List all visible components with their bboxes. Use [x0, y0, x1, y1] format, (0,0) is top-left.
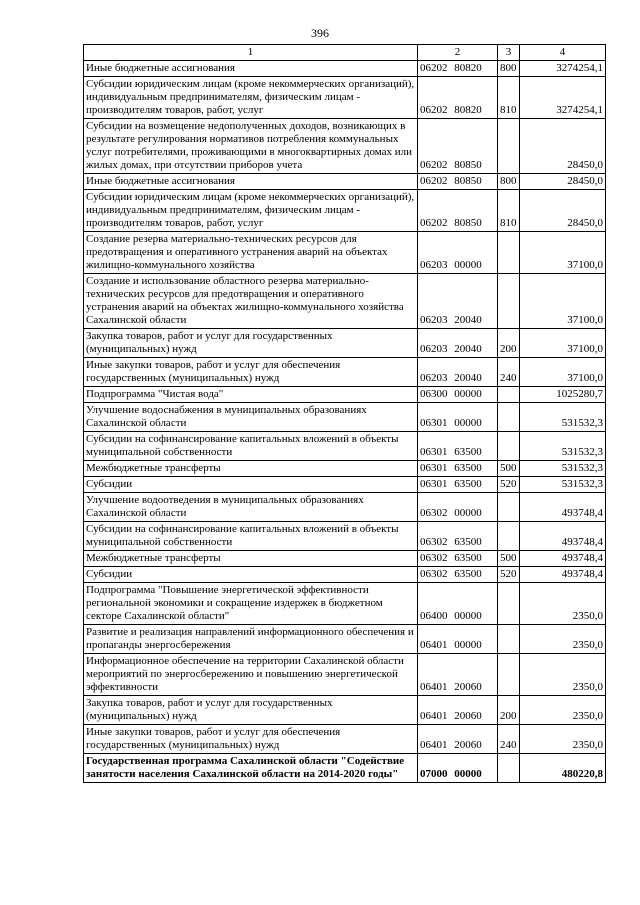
row-expense-type-cell: 240: [498, 358, 520, 387]
row-name-cell: Закупка товаров, работ и услуг для государственных (муниципальных) нужд: [84, 329, 418, 358]
row-name-cell: Информационное обеспечение на территории Сахалинской области мероприятий по энергосбережению и повышению энергетической эффективности: [84, 654, 418, 696]
row-expense-type-cell: 200: [498, 329, 520, 358]
table-row: [84, 583, 606, 625]
row-expense-type-cell: 800: [498, 61, 520, 77]
row-expense-type-cell: 810: [498, 77, 520, 119]
row-code-cell: 06301 00000: [418, 403, 498, 432]
row-name-cell: Закупка товаров, работ и услуг для государственных (муниципальных) нужд: [84, 696, 418, 725]
row-sum-cell: 2350,0: [520, 654, 606, 696]
row-code-cell: 06202 80820: [418, 61, 498, 77]
row-expense-type-cell: [498, 625, 520, 654]
row-expense-type-cell: [498, 583, 520, 625]
table-row: [84, 61, 606, 77]
row-code-cell: 06203 20040: [418, 329, 498, 358]
row-sum-cell: 2350,0: [520, 583, 606, 625]
row-expense-type-cell: [498, 403, 520, 432]
table-row: [84, 403, 606, 432]
row-code-cell: 06300 00000: [418, 387, 498, 403]
row-code-cell: 06203 20040: [418, 358, 498, 387]
row-code-cell: 06302 00000: [418, 493, 498, 522]
table-row: [84, 567, 606, 583]
table-header-row: [84, 45, 606, 61]
column-header: 3: [498, 45, 520, 61]
row-name-cell: Создание и использование областного резерва материально-технических ресурсов для предотвращения и оперативного устранения аварий на объектах жилищно-коммунального хозяйства Сахалинской области: [84, 274, 418, 329]
row-name-cell: Иные бюджетные ассигнования: [84, 61, 418, 77]
table-row: [84, 432, 606, 461]
row-sum-cell: 2350,0: [520, 725, 606, 754]
row-sum-cell: 37100,0: [520, 329, 606, 358]
row-code-cell: 06401 20060: [418, 725, 498, 754]
row-expense-type-cell: [498, 119, 520, 174]
row-sum-cell: 1025280,7: [520, 387, 606, 403]
row-sum-cell: 531532,3: [520, 477, 606, 493]
column-header: 4: [520, 45, 606, 61]
row-code-cell: 06301 63500: [418, 432, 498, 461]
row-code-cell: 06301 63500: [418, 477, 498, 493]
row-code-cell: 06400 00000: [418, 583, 498, 625]
table-row: [84, 77, 606, 119]
table-row: [84, 174, 606, 190]
row-expense-type-cell: [498, 387, 520, 403]
row-sum-cell: 493748,4: [520, 522, 606, 551]
row-expense-type-cell: 810: [498, 190, 520, 232]
row-expense-type-cell: 800: [498, 174, 520, 190]
row-expense-type-cell: [498, 232, 520, 274]
row-expense-type-cell: 520: [498, 567, 520, 583]
row-name-cell: Иные закупки товаров, работ и услуг для обеспечения государственных (муниципальных) нужд: [84, 725, 418, 754]
row-code-cell: 06202 80850: [418, 190, 498, 232]
row-name-cell: Подпрограмма "Повышение энергетической эффективности региональной экономики и сокращение издержек в бюджетном секторе Сахалинской области": [84, 583, 418, 625]
row-name-cell: Субсидии юридическим лицам (кроме некоммерческих организаций), индивидуальным предпринимателям, физическим лицам - производителям товаров, работ, услуг: [84, 190, 418, 232]
row-sum-cell: 531532,3: [520, 403, 606, 432]
row-sum-cell: 37100,0: [520, 274, 606, 329]
row-name-cell: Субсидии юридическим лицам (кроме некоммерческих организаций), индивидуальным предпринимателям, физическим лицам - производителям товаров, работ, услуг: [84, 77, 418, 119]
row-name-cell: Межбюджетные трансферты: [84, 551, 418, 567]
row-name-cell: Субсидии на софинансирование капитальных вложений в объекты муниципальной собственности: [84, 522, 418, 551]
row-name-cell: Улучшение водоснабжения в муниципальных образованиях Сахалинской области: [84, 403, 418, 432]
row-expense-type-cell: [498, 754, 520, 783]
row-expense-type-cell: 500: [498, 551, 520, 567]
row-name-cell: Межбюджетные трансферты: [84, 461, 418, 477]
row-code-cell: 06202 80850: [418, 174, 498, 190]
row-name-cell: Субсидии на софинансирование капитальных вложений в объекты муниципальной собственности: [84, 432, 418, 461]
row-name-cell: Развитие и реализация направлений информационного обеспечения и пропаганды энергосбережения: [84, 625, 418, 654]
row-expense-type-cell: 240: [498, 725, 520, 754]
row-sum-cell: 493748,4: [520, 493, 606, 522]
table-row: [84, 274, 606, 329]
row-code-cell: 06302 63500: [418, 551, 498, 567]
row-sum-cell: 3274254,1: [520, 61, 606, 77]
row-expense-type-cell: 520: [498, 477, 520, 493]
column-header: 2: [418, 45, 498, 61]
row-code-cell: 07000 00000: [418, 754, 498, 783]
row-sum-cell: 493748,4: [520, 567, 606, 583]
table-row: [84, 329, 606, 358]
row-sum-cell: 37100,0: [520, 232, 606, 274]
row-expense-type-cell: [498, 432, 520, 461]
row-code-cell: 06401 20060: [418, 696, 498, 725]
column-header: 1: [84, 45, 418, 61]
row-code-cell: 06203 00000: [418, 232, 498, 274]
row-name-cell: Подпрограмма "Чистая вода": [84, 387, 418, 403]
row-sum-cell: 28450,0: [520, 190, 606, 232]
row-expense-type-cell: [498, 654, 520, 696]
row-code-cell: 06302 63500: [418, 522, 498, 551]
budget-table: [83, 44, 606, 783]
row-sum-cell: 28450,0: [520, 174, 606, 190]
row-name-cell: Создание резерва материально-технических ресурсов для предотвращения и оперативного устранения аварий на объектах жилищно-коммунального хозяйства: [84, 232, 418, 274]
row-name-cell: Иные закупки товаров, работ и услуг для обеспечения государственных (муниципальных) нужд: [84, 358, 418, 387]
table-row: [84, 551, 606, 567]
row-sum-cell: 2350,0: [520, 625, 606, 654]
table-row: [84, 190, 606, 232]
row-sum-cell: 28450,0: [520, 119, 606, 174]
row-name-cell: Иные бюджетные ассигнования: [84, 174, 418, 190]
row-name-cell: Улучшение водоотведения в муниципальных образованиях Сахалинской области: [84, 493, 418, 522]
row-sum-cell: 480220,8: [520, 754, 606, 783]
table-row: [84, 522, 606, 551]
row-expense-type-cell: [498, 493, 520, 522]
row-code-cell: 06203 20040: [418, 274, 498, 329]
row-name-cell: Субсидии: [84, 477, 418, 493]
row-code-cell: 06302 63500: [418, 567, 498, 583]
row-sum-cell: 3274254,1: [520, 77, 606, 119]
page-number: 396: [311, 26, 329, 40]
table-row: [84, 232, 606, 274]
row-expense-type-cell: [498, 274, 520, 329]
row-code-cell: 06401 00000: [418, 625, 498, 654]
row-sum-cell: 531532,3: [520, 461, 606, 477]
table-row: [84, 477, 606, 493]
table-row: [84, 461, 606, 477]
row-code-cell: 06202 80820: [418, 77, 498, 119]
row-code-cell: 06401 20060: [418, 654, 498, 696]
row-name-cell: Субсидии на возмещение недополученных доходов, возникающих в результате регулирования нормативов потребления коммунальных услуг потребителями, проживающими в многоквартирных домах или жилых домах, при отсутствии приборов учета: [84, 119, 418, 174]
row-code-cell: 06301 63500: [418, 461, 498, 477]
table-row: [84, 625, 606, 654]
row-expense-type-cell: 200: [498, 696, 520, 725]
table-row: [84, 358, 606, 387]
row-sum-cell: 493748,4: [520, 551, 606, 567]
row-code-cell: 06202 80850: [418, 119, 498, 174]
row-sum-cell: 37100,0: [520, 358, 606, 387]
row-sum-cell: 2350,0: [520, 696, 606, 725]
table-row: [84, 725, 606, 754]
row-sum-cell: 531532,3: [520, 432, 606, 461]
row-name-cell: Субсидии: [84, 567, 418, 583]
table-row: [84, 387, 606, 403]
table-row: [84, 493, 606, 522]
row-expense-type-cell: 500: [498, 461, 520, 477]
row-expense-type-cell: [498, 522, 520, 551]
table-row: [84, 119, 606, 174]
table-row: [84, 754, 606, 783]
table-body: [84, 61, 606, 783]
row-name-cell: Государственная программа Сахалинской области "Содействие занятости населения Сахалинской области на 2014-2020 годы": [84, 754, 418, 783]
table-row: [84, 654, 606, 696]
table-row: [84, 696, 606, 725]
